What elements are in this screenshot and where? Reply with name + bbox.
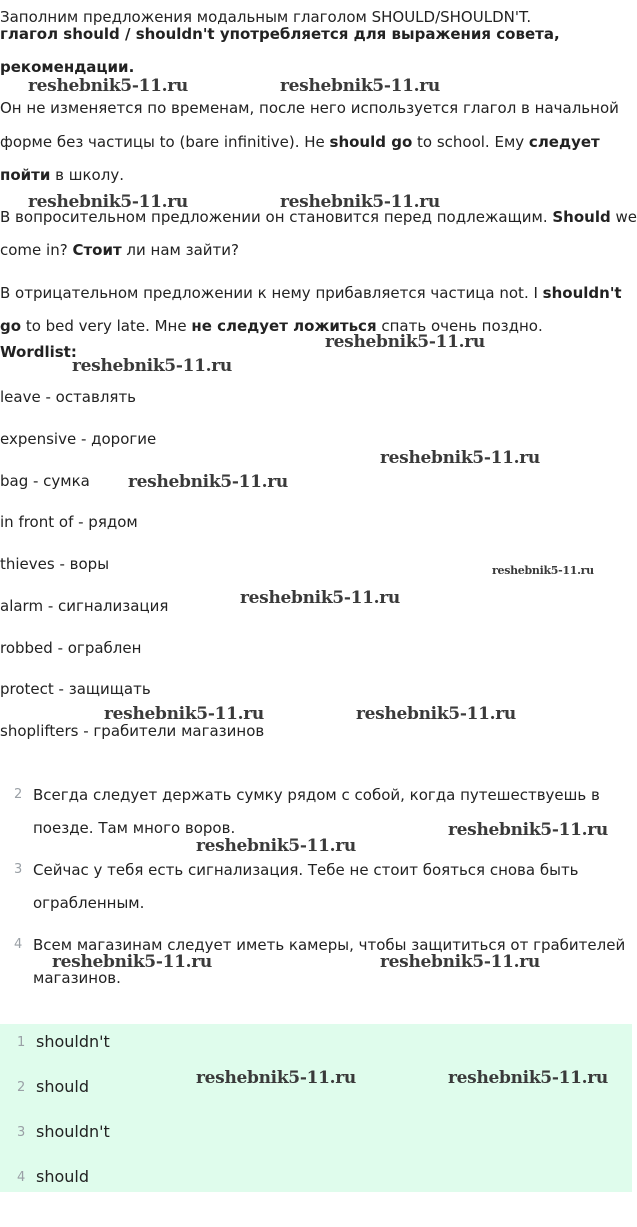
rule-line: пойти в школу. [0, 166, 124, 184]
answer-text: shouldn't [36, 1122, 110, 1141]
list-number: 4 [14, 937, 23, 952]
wordlist-item: expensive - дорогие [0, 430, 157, 448]
watermark: reshebnik5-11.ru [448, 820, 608, 840]
wordlist-item: thieves - воры [0, 555, 110, 573]
list-number: 3 [14, 862, 23, 877]
answer-number: 1 [17, 1035, 26, 1050]
watermark: reshebnik5-11.ru [196, 1068, 356, 1088]
watermark: reshebnik5-11.ru [280, 192, 440, 212]
watermark: reshebnik5-11.ru [104, 704, 264, 724]
rule-line: глагол should / shouldn't употребляется для выражения совета, [0, 25, 560, 43]
watermark: reshebnik5-11.ru [28, 76, 188, 96]
watermark: reshebnik5-11.ru [380, 448, 540, 468]
wordlist-item: bag - сумка [0, 472, 90, 490]
watermark: reshebnik5-11.ru [52, 952, 212, 972]
wordlist-item: in front of - рядом [0, 513, 138, 531]
translation-line: поезде. Там много воров. [33, 819, 236, 837]
watermark: reshebnik5-11.ru [128, 472, 288, 492]
watermark: reshebnik5-11.ru [380, 952, 540, 972]
answer-number: 2 [17, 1080, 26, 1095]
rule-line: В отрицательном предложении к нему прибавляется частица not. I shouldn't [0, 284, 622, 302]
answer-text: should [36, 1167, 90, 1186]
translation-line: Всем магазинам следует иметь камеры, чтобы защититься от грабителей [33, 936, 626, 954]
translation-line: Всегда следует держать сумку рядом с собой, когда путешествуешь в [33, 786, 600, 804]
wordlist-item: robbed - ограблен [0, 639, 142, 657]
wordlist-item: shoplifters - грабители магазинов [0, 722, 265, 740]
rule-line: В вопросительном предложении он становится перед подлежащим. Should we [0, 208, 637, 226]
translation-line: магазинов. [33, 969, 121, 987]
watermark: reshebnik5-11.ru [72, 356, 232, 376]
translation-line: Сейчас у тебя есть сигнализация. Тебе не стоит бояться снова быть [33, 861, 579, 879]
rule-line: go to bed very late. Мне не следует ложиться спать очень поздно. [0, 317, 543, 335]
intro-title: Заполним предложения модальным глаголом SHOULD/SHOULDN'T. [0, 8, 532, 26]
rule-line: come in? Стоит ли нам зайти? [0, 241, 239, 259]
wordlist-item: alarm - сигнализация [0, 597, 169, 615]
watermark: reshebnik5-11.ru [492, 564, 594, 577]
answer-text: should [36, 1077, 90, 1096]
answer-number: 4 [17, 1170, 26, 1185]
answer-number: 3 [17, 1125, 26, 1140]
watermark: reshebnik5-11.ru [240, 588, 400, 608]
translation-line: ограбленным. [33, 894, 145, 912]
watermark: reshebnik5-11.ru [448, 1068, 608, 1088]
wordlist-item: leave - оставлять [0, 388, 137, 406]
rule-line: Он не изменяется по временам, после него используется глагол в начальной [0, 99, 619, 117]
list-number: 2 [14, 787, 23, 802]
rule-line: форме без частицы to (bare infinitive). He should go to school. Ему следует [0, 133, 600, 151]
wordlist-heading: Wordlist: [0, 343, 77, 361]
watermark: reshebnik5-11.ru [196, 836, 356, 856]
watermark: reshebnik5-11.ru [280, 76, 440, 96]
watermark: reshebnik5-11.ru [356, 704, 516, 724]
rule-line: рекомендации. [0, 58, 135, 76]
watermark: reshebnik5-11.ru [325, 332, 485, 352]
watermark: reshebnik5-11.ru [28, 192, 188, 212]
wordlist-item: protect - защищать [0, 680, 151, 698]
answer-text: shouldn't [36, 1032, 110, 1051]
